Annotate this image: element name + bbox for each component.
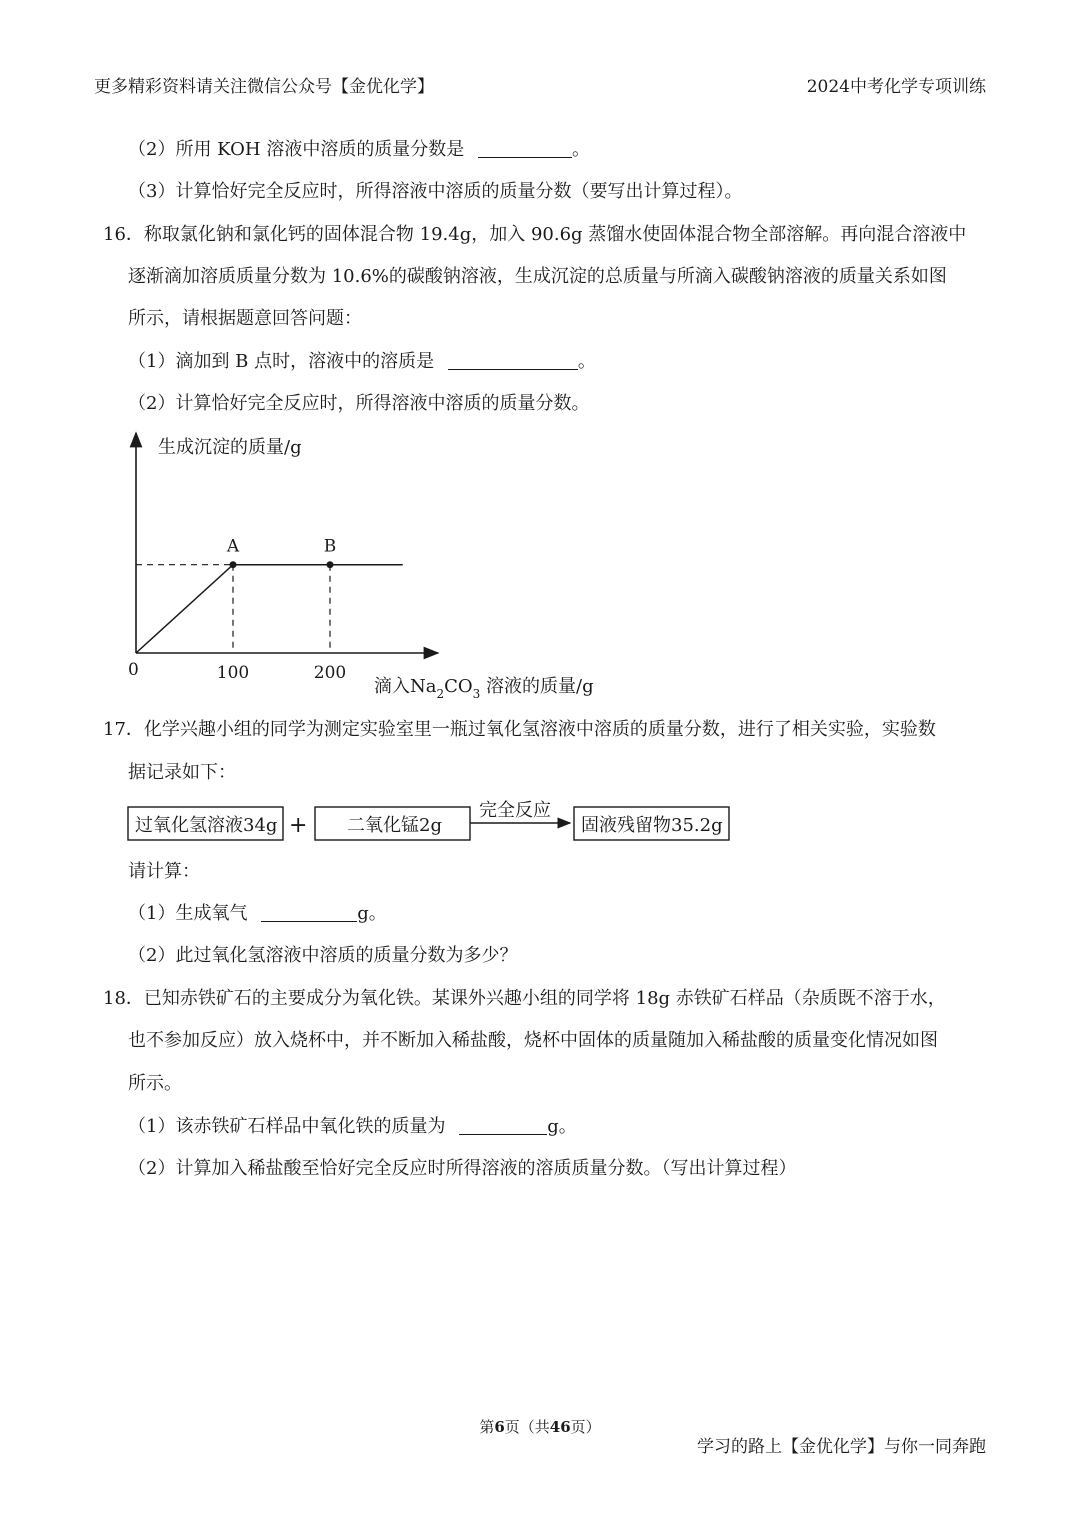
chart-point-B (327, 561, 334, 568)
q15-part3: （3）计算恰好完全反应时，所得溶液中溶质的质量分数（要写出计算过程）。 (128, 181, 743, 202)
q17-box-residue (574, 807, 729, 840)
q15-part2-end: 。 (572, 139, 591, 160)
page-number-mid: 页（共 (504, 1418, 550, 1436)
q16-part1-blank (448, 351, 578, 370)
q16-stem-line1: 16．称取氯化钠和氯化钙的固体混合物 19.4g，加入 90.6g 蒸馏水使固体混合物全部溶解。再向混合溶液中 (103, 224, 967, 245)
q18-stem-line3: 所示。 (128, 1073, 182, 1094)
q17-stem-line2: 据记录如下： (128, 762, 236, 783)
q16-part1-end: 。 (577, 351, 596, 372)
q17-prompt: 请计算： (128, 861, 200, 882)
q17-box-hydrogen-peroxide (128, 807, 283, 840)
q17-arrow-label: 完全反应 (479, 800, 551, 821)
q18-part1 (128, 1114, 577, 1140)
q17-box1-text: 过氧化氢溶液34g (135, 815, 278, 836)
page-number-total: 46 (549, 1418, 571, 1436)
q16-stem-line3: 所示，请根据题意回答问题： (128, 308, 362, 329)
q17-part1-blank (261, 903, 357, 922)
q17-part2: （2）此过氧化氢溶液中溶质的质量分数为多少？ (128, 945, 518, 966)
q17-box-manganese-dioxide (315, 807, 470, 840)
q18-stem-line1: 18．已知赤铁矿石的主要成分为氧化铁。某课外兴趣小组的同学将 18g 赤铁矿石样品（杂质既不溶于水， (103, 988, 946, 1009)
chart-x-label: 滴入$Na_2CO_3$ 溶液的质量/g (374, 676, 594, 701)
page-number-current: 6 (494, 1418, 505, 1436)
chart-y-label: 生成沉淀的质量/g (158, 437, 302, 458)
q18-part2: （2）计算加入稀盐酸至恰好完全反应时所得溶液的溶质质量分数。（写出计算过程） (128, 1158, 797, 1179)
q16-part1 (128, 349, 596, 375)
page-number-suffix: 页） (570, 1418, 601, 1436)
chart-point-A (230, 561, 237, 568)
header-right: 2024中考化学专项训练 (806, 77, 986, 97)
footer-slogan: 学习的路上【金优化学】与你一同奔跑 (697, 1437, 986, 1457)
q18-part1-text: （1）该赤铁矿石样品中氧化铁的质量为 (128, 1116, 446, 1137)
q18-stem-line2: 也不参加反应）放入烧杯中，并不断加入稀盐酸，烧杯中固体的质量随加入稀盐酸的质量变化情况如图 (128, 1030, 938, 1051)
chart-series-line (136, 565, 403, 653)
q16-part1-text: （1）滴加到 B 点时，溶液中的溶质是 (128, 351, 435, 372)
q16-stem-line2: 逐渐滴加溶质质量分数为 10.6%的碳酸钠溶液，生成沉淀的总质量与所滴入碳酸钠溶液的质量关系如图 (128, 266, 947, 287)
chart-point-label-A: A (226, 536, 240, 557)
q17-part1 (128, 901, 387, 927)
q17-box3-text: 固液残留物35.2g (581, 815, 723, 836)
chart-origin-label: 0 (128, 660, 139, 680)
q17-plus: + (289, 813, 308, 838)
header-left: 更多精彩资料请关注微信公众号【金优化学】 (94, 77, 434, 97)
q18-part1-end: g。 (547, 1116, 577, 1137)
chart-point-label-B: B (323, 536, 337, 557)
q15-part2-text: （2）所用 KOH 溶液中溶质的质量分数是 (128, 139, 465, 160)
q15-part2 (128, 137, 590, 163)
q18-part1-blank (459, 1116, 547, 1135)
q16-part2: （2）计算恰好完全反应时，所得溶液中溶质的质量分数。 (128, 393, 590, 414)
q15-part2-blank (478, 139, 572, 158)
q17-stem-line1: 17．化学兴趣小组的同学为测定实验室里一瓶过氧化氢溶液中溶质的质量分数，进行了相关实验，实验数 (103, 719, 936, 740)
chart-x-tick-label: 100 (216, 663, 250, 683)
chart-x-tick-label: 200 (313, 663, 347, 683)
q17-part1-text: （1）生成氧气 (128, 903, 248, 924)
page-number-prefix: 第 (479, 1418, 495, 1436)
q17-part1-end: g。 (357, 903, 387, 924)
q17-box2-text: 二氧化锰2g (347, 815, 442, 836)
